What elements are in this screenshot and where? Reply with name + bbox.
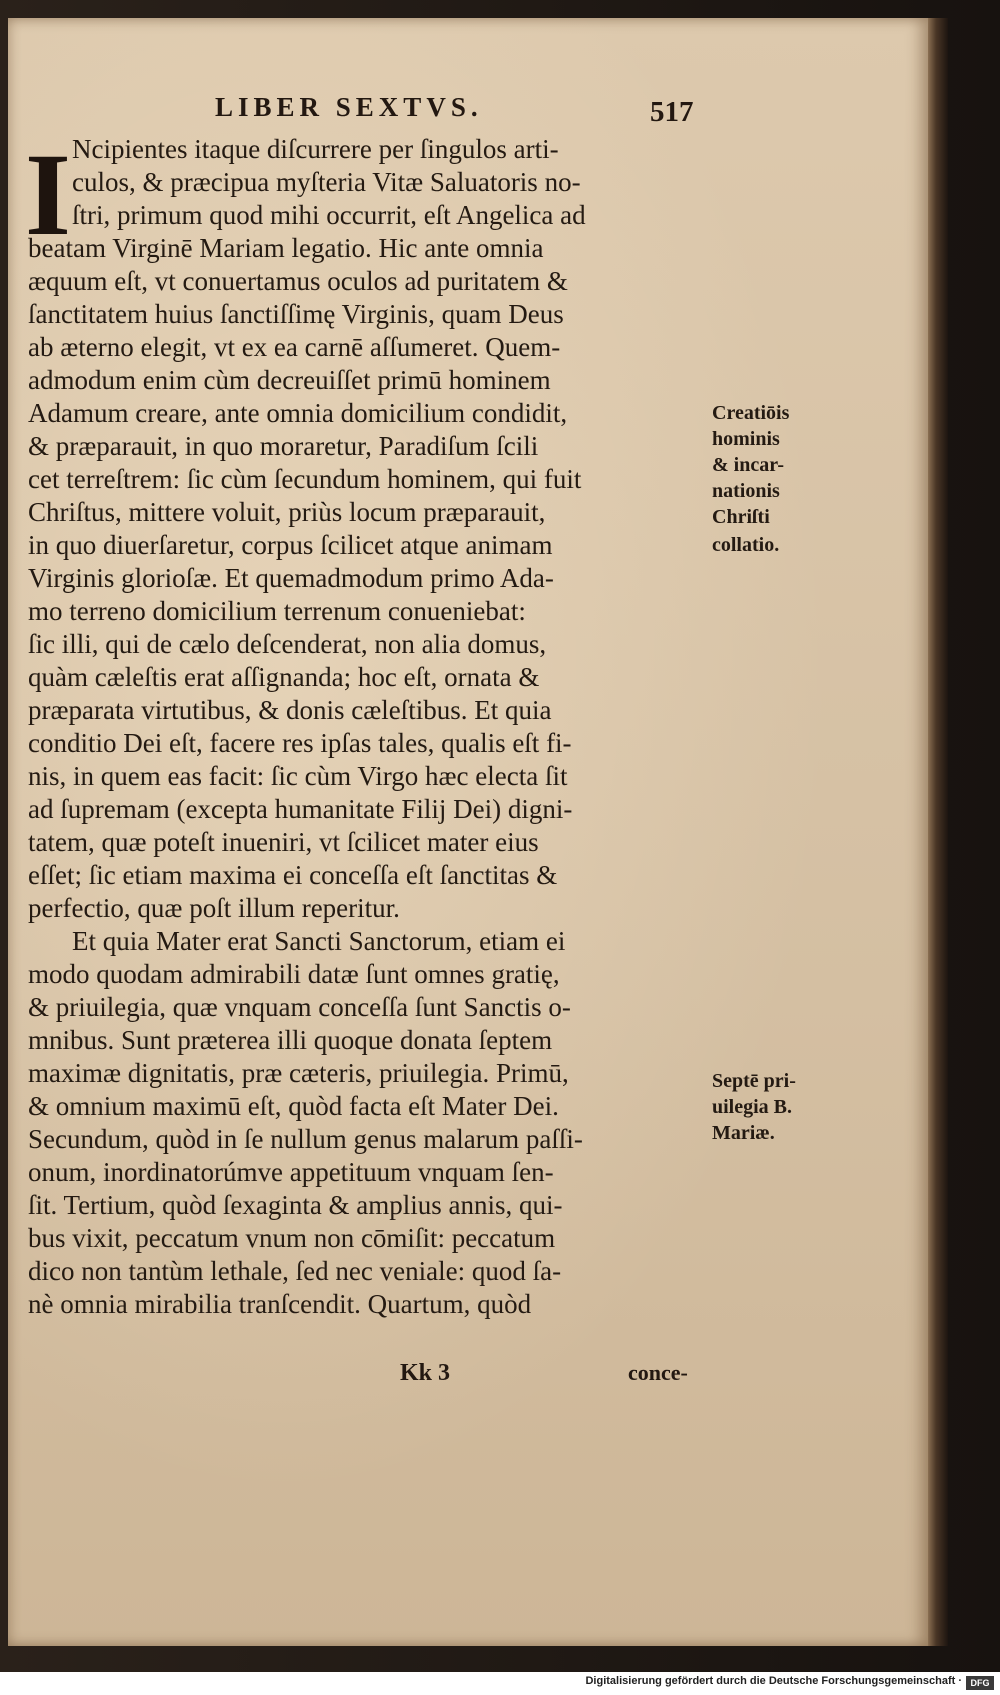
text-line: æquum eſt, vt conuertamus oculos ad puritatem & bbox=[28, 266, 568, 296]
page-gutter-edge bbox=[928, 18, 948, 1646]
page-number: 517 bbox=[650, 96, 694, 128]
text-line: cet terreſtrem: ſic cùm ſecundum hominem, qui fuit bbox=[28, 464, 582, 494]
text-line: eſſet; ſic etiam maxima ei conceſſa eſt ſanctitas & bbox=[28, 860, 558, 890]
text-line: & omnium maximū eſt, quòd facta eſt Mater Dei. bbox=[28, 1091, 559, 1121]
text-line: admodum enim cùm decreuiſſet primū hominem bbox=[28, 365, 551, 395]
margin-note-line: Chriſti bbox=[712, 506, 770, 528]
margin-note-line: Mariæ. bbox=[712, 1122, 775, 1144]
text-line: modo quodam admirabili datæ ſunt omnes gratię, bbox=[28, 959, 560, 989]
text-line: beatam Virginē Mariam legatio. Hic ante omnia bbox=[28, 233, 544, 263]
text-line: nè omnia mirabilia tranſcendit. Quartum, quòd bbox=[28, 1289, 532, 1319]
text-line: & præparauit, in quo moraretur, Paradiſum ſcili bbox=[28, 431, 539, 461]
catchword: conce- bbox=[628, 1360, 688, 1385]
digitization-note: Digitalisierung gefördert durch die Deutsche Forschungsgemeinschaft · bbox=[585, 1675, 962, 1687]
text-line: nis, in quem eas facit: ſic cùm Virgo hæc electa ſit bbox=[28, 761, 568, 791]
text-line: Chriſtus, mittere voluit, priùs locum præparauit, bbox=[28, 497, 546, 527]
text-line: & priuilegia, quæ vnquam conceſſa ſunt Sanctis o- bbox=[28, 992, 571, 1022]
running-header: LIBER SEXTVS. bbox=[215, 92, 483, 122]
dfg-logo: DFG bbox=[966, 1676, 994, 1690]
text-line: dico non tantùm lethale, ſed nec veniale: quod ſa- bbox=[28, 1256, 562, 1286]
drop-cap-initial: I bbox=[25, 129, 71, 260]
signature-mark: Kk 3 bbox=[400, 1360, 451, 1386]
margin-note-line: hominis bbox=[712, 428, 780, 450]
margin-note-line: collatio. bbox=[712, 534, 780, 556]
text-line: ſanctitatem huius ſanctiſſimę Virginis, quam Deus bbox=[28, 299, 564, 329]
text-line: tatem, quæ poteſt inueniri, vt ſcilicet mater eius bbox=[28, 827, 539, 857]
text-line: conditio Dei eſt, facere res ipſas tales, qualis eſt fi- bbox=[28, 728, 572, 758]
text-line: Virginis glorioſæ. Et quemadmodum primo Ada- bbox=[28, 563, 554, 593]
text-line: mnibus. Sunt præterea illi quoque donata ſeptem bbox=[28, 1025, 553, 1055]
margin-note-line: Creatiōis bbox=[712, 402, 790, 424]
margin-note-line: & incar- bbox=[712, 454, 785, 476]
text-line: Et quia Mater erat Sancti Sanctorum, etiam ei bbox=[72, 926, 566, 956]
text-line: Ncipientes itaque diſcurrere per ſingulos arti- bbox=[72, 134, 559, 164]
margin-note-line: nationis bbox=[712, 480, 780, 502]
text-line: culos, & præcipua myſteria Vitæ Saluatoris no- bbox=[72, 167, 581, 197]
text-line: ſtri, primum quod mihi occurrit, eſt Angelica ad bbox=[72, 200, 586, 230]
margin-note-line: Septē pri- bbox=[712, 1070, 796, 1092]
margin-note-line: uilegia B. bbox=[712, 1096, 793, 1118]
text-line: Adamum creare, ante omnia domicilium condidit, bbox=[28, 398, 568, 428]
text-line: ab æterno elegit, vt ex ea carnē aſſumeret. Quem- bbox=[28, 332, 561, 362]
text-line: bus vixit, peccatum vnum non cōmiſit: peccatum bbox=[28, 1223, 556, 1253]
text-line: præparata virtutibus, & donis cæleſtibus. Et quia bbox=[28, 695, 552, 725]
text-line: quàm cæleſtis erat aſſignanda; hoc eſt, ornata & bbox=[28, 662, 540, 692]
text-line: onum, inordinatorúmve appetituum vnquam ſen- bbox=[28, 1157, 554, 1187]
text-line: Secundum, quòd in ſe nullum genus malarum paſſi- bbox=[28, 1124, 583, 1154]
text-line: ſic illi, qui de cælo deſcenderat, non alia domus, bbox=[28, 629, 547, 659]
text-line: maximæ dignitatis, præ cæteris, priuilegia. Primū, bbox=[28, 1058, 569, 1088]
text-line: ſit. Tertium, quòd ſexaginta & amplius annis, qui- bbox=[28, 1190, 563, 1220]
text-line: in quo diuerſaretur, corpus ſcilicet atque animam bbox=[28, 530, 553, 560]
text-line: perfectio, quæ poſt illum reperitur. bbox=[28, 893, 400, 923]
text-line: ad ſupremam (excepta humanitate Filij Dei) digni- bbox=[28, 794, 573, 824]
text-line: mo terreno domicilium terrenum conueniebat: bbox=[28, 596, 526, 626]
